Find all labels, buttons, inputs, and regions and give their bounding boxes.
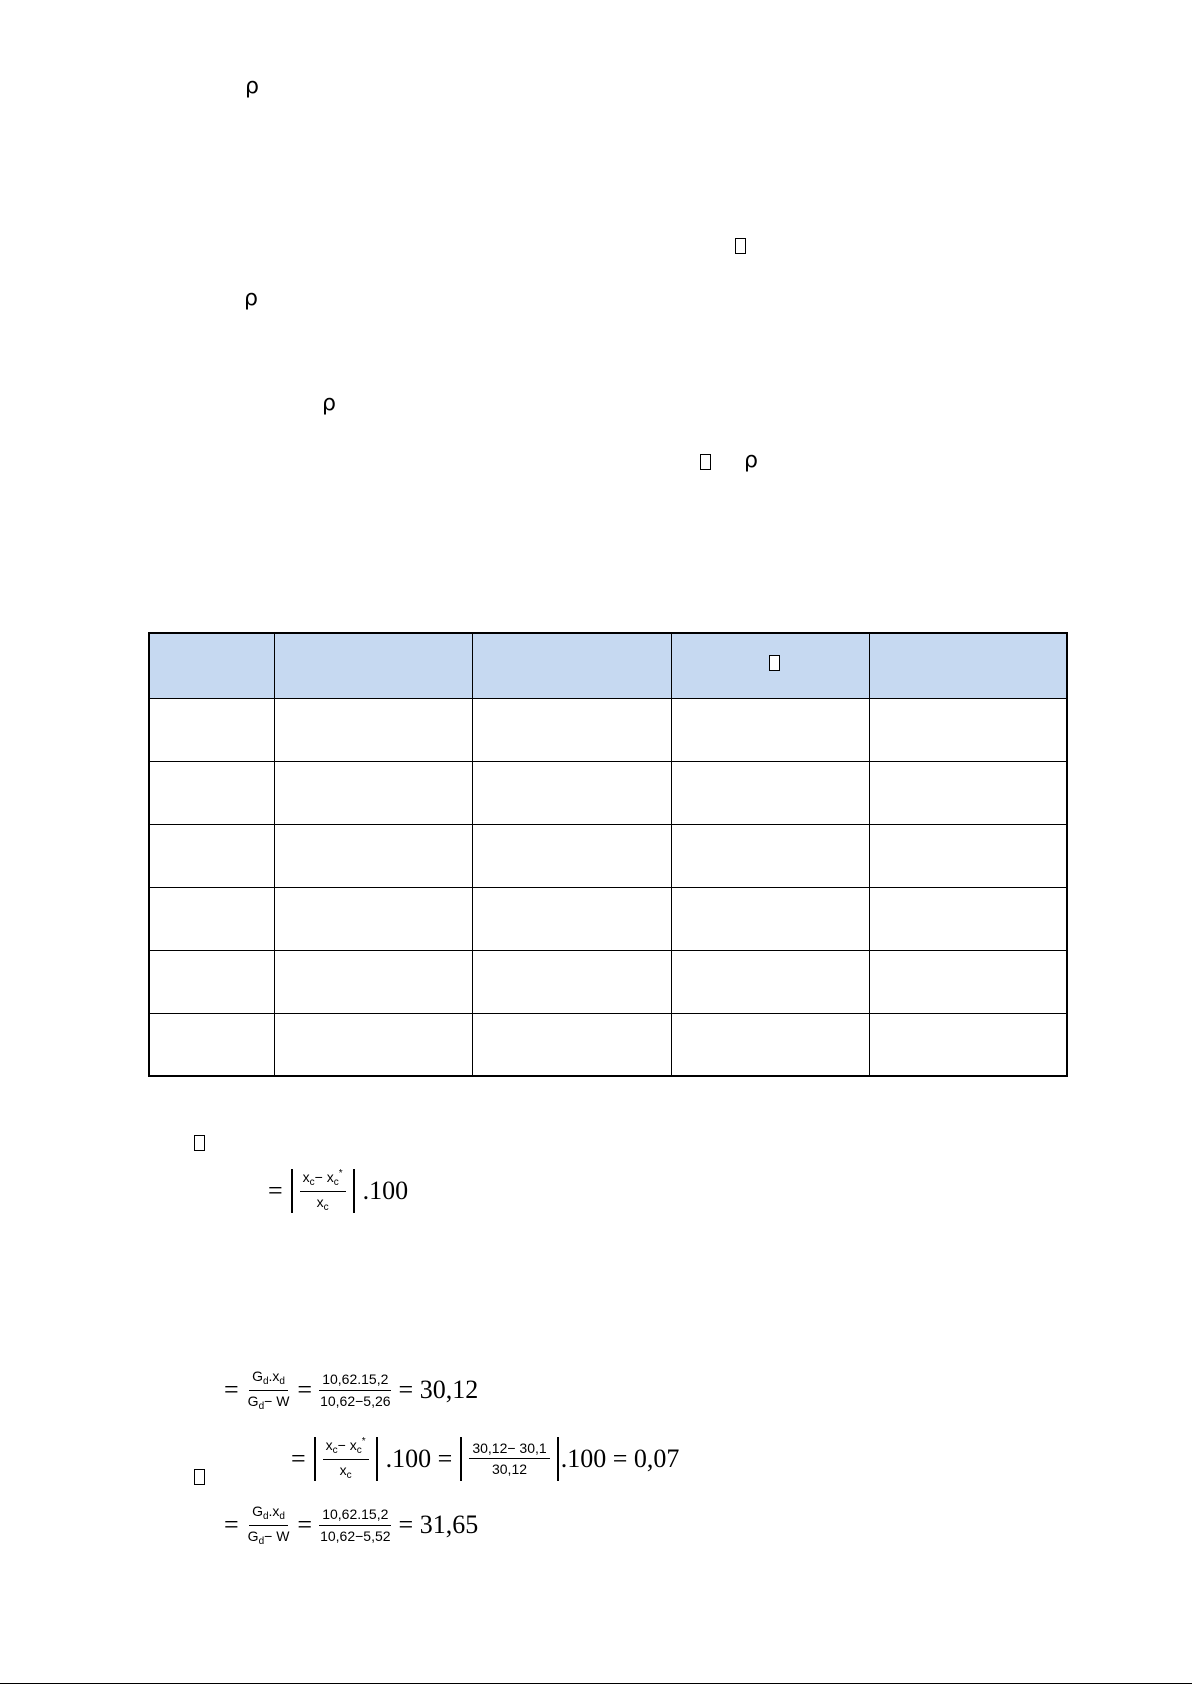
fraction-denominator: $G_d- W$	[247, 1392, 290, 1412]
fraction-numerator: $G_d.x_d$	[249, 1368, 288, 1391]
table-cell	[671, 1013, 869, 1076]
table-row	[149, 950, 1067, 1013]
fraction-denominator: 10,62−5,26	[320, 1392, 391, 1409]
rho-symbol-4: ρ	[744, 448, 758, 473]
abs-bar-right	[376, 1437, 378, 1481]
box-icon-header	[769, 655, 780, 671]
rho-symbol-2: ρ	[244, 286, 258, 311]
fraction-numerator: $x_c- x_c^*$	[323, 1436, 369, 1460]
formula-result: = 30,12	[398, 1375, 479, 1404]
fraction	[317, 1371, 393, 1408]
abs-bar-left	[291, 1169, 293, 1213]
table-cell	[869, 698, 1067, 761]
fraction-numerator: $G_d.x_d$	[249, 1503, 288, 1526]
table-cell	[274, 1013, 472, 1076]
table-cell	[274, 824, 472, 887]
table-cell	[869, 887, 1067, 950]
table-cell	[472, 950, 671, 1013]
box-icon-3	[194, 1135, 205, 1156]
table-header-cell	[149, 633, 274, 698]
table-cell	[149, 698, 274, 761]
table-cell	[472, 887, 671, 950]
table-cell	[149, 887, 274, 950]
formula-result: .100 = 0,07	[560, 1443, 680, 1473]
abs-bar-right	[557, 1437, 559, 1481]
fraction-denominator: $x_c$	[316, 1193, 329, 1213]
equals-sign: =	[268, 1175, 283, 1205]
rho-symbol-1: ρ	[245, 74, 259, 99]
table-row	[149, 698, 1067, 761]
table-cell	[869, 824, 1067, 887]
table-row	[149, 887, 1067, 950]
equals-sign: =	[291, 1443, 306, 1473]
table-cell	[274, 698, 472, 761]
table-cell	[149, 950, 274, 1013]
table-cell	[274, 887, 472, 950]
fraction-denominator: 10,62−5,52	[320, 1527, 391, 1544]
box-icon-2	[700, 454, 711, 475]
table-row	[149, 761, 1067, 824]
fraction	[469, 1440, 549, 1477]
table-row	[149, 824, 1067, 887]
formula-tail: .100 =	[385, 1443, 453, 1473]
formula-xc-1	[224, 1368, 478, 1412]
formula-tail: .100	[362, 1175, 409, 1205]
equals-sign: =	[297, 1375, 313, 1404]
fraction	[245, 1503, 293, 1547]
table-header-cell	[472, 633, 671, 698]
table-cell	[671, 824, 869, 887]
equals-sign: =	[297, 1510, 313, 1539]
data-table	[148, 632, 1068, 1077]
table-header-cell	[869, 633, 1067, 698]
table-cell	[671, 887, 869, 950]
abs-bar-left	[314, 1437, 316, 1481]
table-cell	[472, 698, 671, 761]
formula-xc-2	[224, 1503, 478, 1547]
fraction-denominator: $x_c$	[339, 1461, 352, 1481]
fraction	[300, 1168, 346, 1213]
fraction	[245, 1368, 293, 1412]
formula-error-definition	[268, 1168, 408, 1213]
fraction-denominator: 30,12	[491, 1461, 528, 1477]
table-cell	[149, 824, 274, 887]
table-cell	[671, 698, 869, 761]
box-icon-1	[735, 238, 746, 259]
table-cell	[149, 1013, 274, 1076]
table-header-cell	[671, 633, 869, 698]
table-cell	[671, 761, 869, 824]
table-row	[149, 1013, 1067, 1076]
fraction-denominator: $G_d- W$	[247, 1527, 290, 1547]
formula-error-calc	[291, 1436, 679, 1481]
table-cell	[671, 950, 869, 1013]
abs-bar-right	[353, 1169, 355, 1213]
table-cell	[274, 950, 472, 1013]
table-cell	[472, 1013, 671, 1076]
table-cell	[472, 761, 671, 824]
fraction	[317, 1506, 393, 1543]
table-cell	[149, 761, 274, 824]
rho-symbol-3: ρ	[322, 391, 336, 416]
table-cell	[274, 761, 472, 824]
table-cell	[472, 824, 671, 887]
table-cell	[869, 761, 1067, 824]
fraction	[323, 1436, 369, 1481]
equals-sign: =	[224, 1375, 239, 1404]
table-header-row	[149, 633, 1067, 698]
fraction-numerator: 10,62.15,2	[319, 1506, 391, 1525]
box-icon-4	[194, 1469, 205, 1490]
table-cell	[869, 1013, 1067, 1076]
footer-rule	[0, 1683, 1192, 1684]
abs-bar-left	[460, 1437, 462, 1481]
table-header-cell	[274, 633, 472, 698]
formula-result: = 31,65	[398, 1510, 479, 1539]
fraction-numerator: 10,62.15,2	[319, 1371, 391, 1390]
fraction-numerator: 30,12− 30,1	[469, 1440, 549, 1459]
fraction-numerator: $x_c- x_c^*$	[300, 1168, 346, 1192]
equals-sign: =	[224, 1510, 239, 1539]
table-cell	[869, 950, 1067, 1013]
